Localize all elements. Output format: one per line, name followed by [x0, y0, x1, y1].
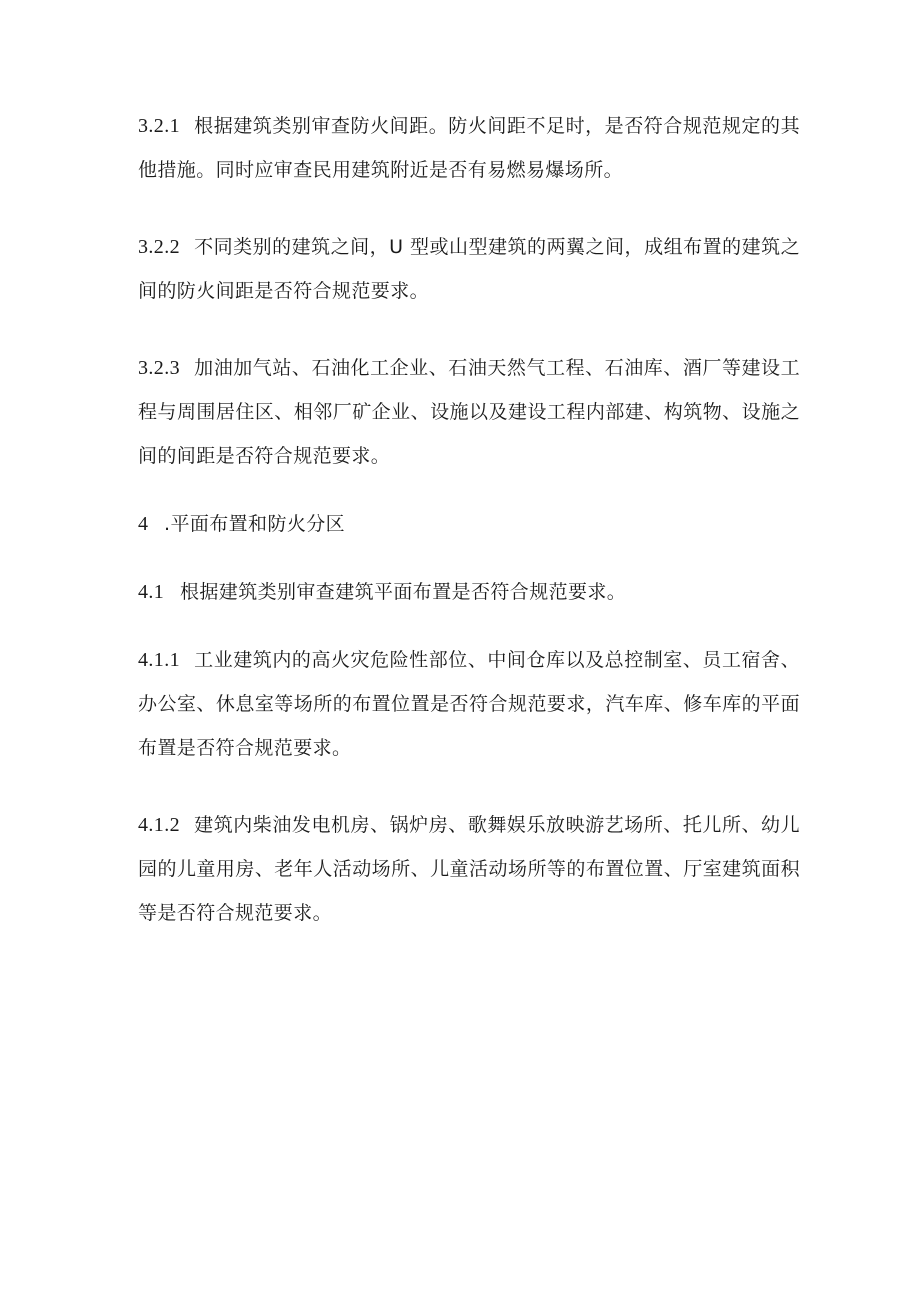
clause-text: 根据建筑类别审查防火间距。防火间距不足时，是否符合规范规定的其他措施。同时应审查民用建筑附近是否有易燃易爆场所。: [138, 115, 800, 181]
clause-4-1-2: [138, 803, 800, 935]
clause-text: 根据建筑类别审查建筑平面布置是否符合规范要求。: [180, 581, 627, 603]
clause-number: 4.1.2: [138, 814, 180, 836]
clause-3-2-3: [138, 346, 800, 478]
clause-text: 不同类别的建筑之间，U 型或山型建筑的两翼之间，成组布置的建筑之间的防火间距是否符合规范要求。: [138, 236, 800, 302]
clause-number: 3.2.3: [138, 357, 180, 379]
clause-number: 3.2.2: [138, 236, 180, 258]
clause-number: 4.1: [138, 581, 165, 603]
clause-text: 建筑内柴油发电机房、锅炉房、歌舞娱乐放映游艺场所、托儿所、幼儿园的儿童用房、老年人活动场所、儿童活动场所等的布置位置、厅室建筑面积等是否符合规范要求。: [138, 814, 800, 924]
section-title: .平面布置和防火分区: [164, 513, 346, 535]
section-number: 4: [138, 513, 149, 535]
section-heading-4: [138, 502, 800, 546]
clause-number: 3.2.1: [138, 115, 180, 137]
clause-text: 工业建筑内的高火灾危险性部位、中间仓库以及总控制室、员工宿舍、办公室、休息室等场所的布置位置是否符合规范要求，汽车库、修车库的平面布置是否符合规范要求。: [138, 649, 800, 759]
clause-text: 加油加气站、石油化工企业、石油天然气工程、石油库、酒厂等建设工程与周围居住区、相邻厂矿企业、设施以及建设工程内部建、构筑物、设施之间的间距是否符合规范要求。: [138, 357, 800, 467]
clause-3-2-2: [138, 225, 800, 313]
clause-4-1: [138, 570, 800, 614]
clause-3-2-1: [138, 104, 800, 192]
clause-number: 4.1.1: [138, 649, 180, 671]
clause-4-1-1: [138, 638, 800, 770]
